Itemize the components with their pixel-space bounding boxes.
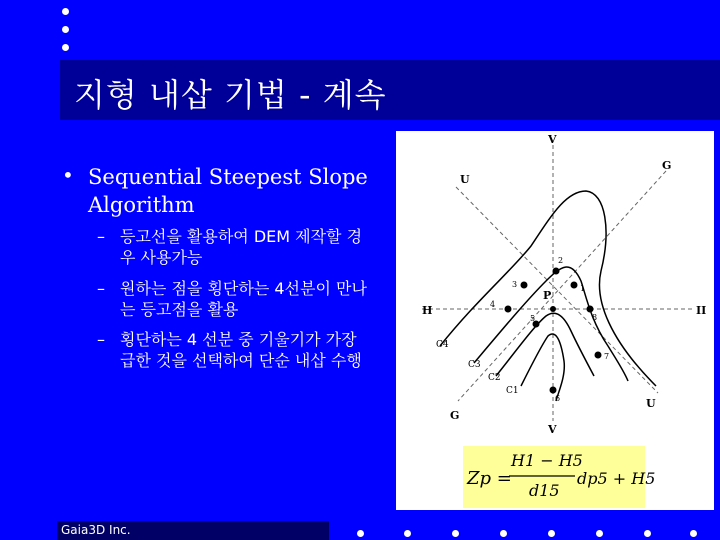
label-n8: 8	[592, 313, 598, 322]
label-g-bottom: G	[450, 409, 460, 422]
point-p	[550, 306, 556, 312]
sub-bullet-marker: –	[97, 227, 105, 246]
decor-dot	[62, 8, 69, 15]
formula-lhs: Zp =	[467, 468, 512, 489]
sub-bullet-marker: –	[97, 279, 105, 298]
point-4	[505, 306, 512, 313]
sub-bullet-text: 등고선을 활용하여 DEM 제작할 경우 사용가능	[120, 227, 363, 267]
label-h-right: II	[696, 304, 707, 317]
label-u-top: U	[460, 173, 470, 186]
sub-bullet-text: 횡단하는 4 선분 중 기울기가 가장 급한 것을 선택하여 단순 내삽 수행	[120, 330, 362, 370]
slide-title: 지형 내삽 기법 - 계속	[74, 76, 387, 114]
point-8	[587, 306, 594, 313]
label-v-bottom: V	[548, 423, 557, 436]
label-u-bottom: U	[646, 397, 656, 410]
label-n7: 7	[604, 352, 610, 361]
profile-line-gu	[458, 171, 666, 401]
decor-dot	[644, 530, 651, 537]
sub-bullet-text: 원하는 점을 횡단하는 4선분이 만나는 등고점을 활용	[120, 279, 367, 319]
label-p: P	[543, 289, 552, 302]
label-g-top: G	[662, 159, 672, 172]
contour-c1	[521, 334, 564, 401]
decor-dot	[357, 530, 364, 537]
label-c2: C2	[488, 373, 501, 383]
point-7	[595, 352, 602, 359]
label-n6: 6	[555, 394, 561, 403]
decor-dot	[548, 530, 555, 537]
label-n4: 4	[490, 300, 496, 309]
main-bullet-text: Sequential Steepest Slope Algorithm	[88, 165, 368, 217]
profile-line-ug	[456, 187, 658, 393]
point-2	[553, 268, 560, 275]
contour-c2	[496, 313, 594, 376]
decor-dot	[404, 530, 411, 537]
footer-bar	[57, 521, 329, 540]
label-n2: 2	[558, 256, 564, 265]
formula-denominator: d15	[529, 481, 560, 500]
decor-dot	[62, 26, 69, 33]
decor-dot	[452, 530, 459, 537]
footer-text: Gaia3D Inc.	[61, 523, 131, 537]
point-3	[521, 282, 528, 289]
formula-svg	[463, 446, 656, 508]
label-c3: C3	[468, 360, 481, 370]
decor-dot	[596, 530, 603, 537]
point-6	[550, 387, 557, 394]
label-n5: 5	[530, 314, 536, 323]
point-1	[571, 282, 578, 289]
decor-dot	[62, 44, 69, 51]
label-n1: 1	[580, 284, 586, 293]
label-v-top: V	[548, 133, 557, 146]
formula-tail: dp5 + H5	[577, 469, 656, 488]
label-h-left: H	[422, 304, 433, 317]
decor-dot	[500, 530, 507, 537]
formula-numerator: H1 − H5	[511, 451, 583, 470]
label-c4: C4	[436, 340, 449, 350]
bullet-marker: •	[62, 163, 74, 187]
title-bar	[60, 60, 720, 120]
label-c1: C1	[506, 386, 519, 396]
formula-box	[463, 446, 656, 508]
label-n3: 3	[512, 280, 518, 289]
decor-dot	[690, 530, 697, 537]
sub-bullet-marker: –	[97, 330, 105, 349]
